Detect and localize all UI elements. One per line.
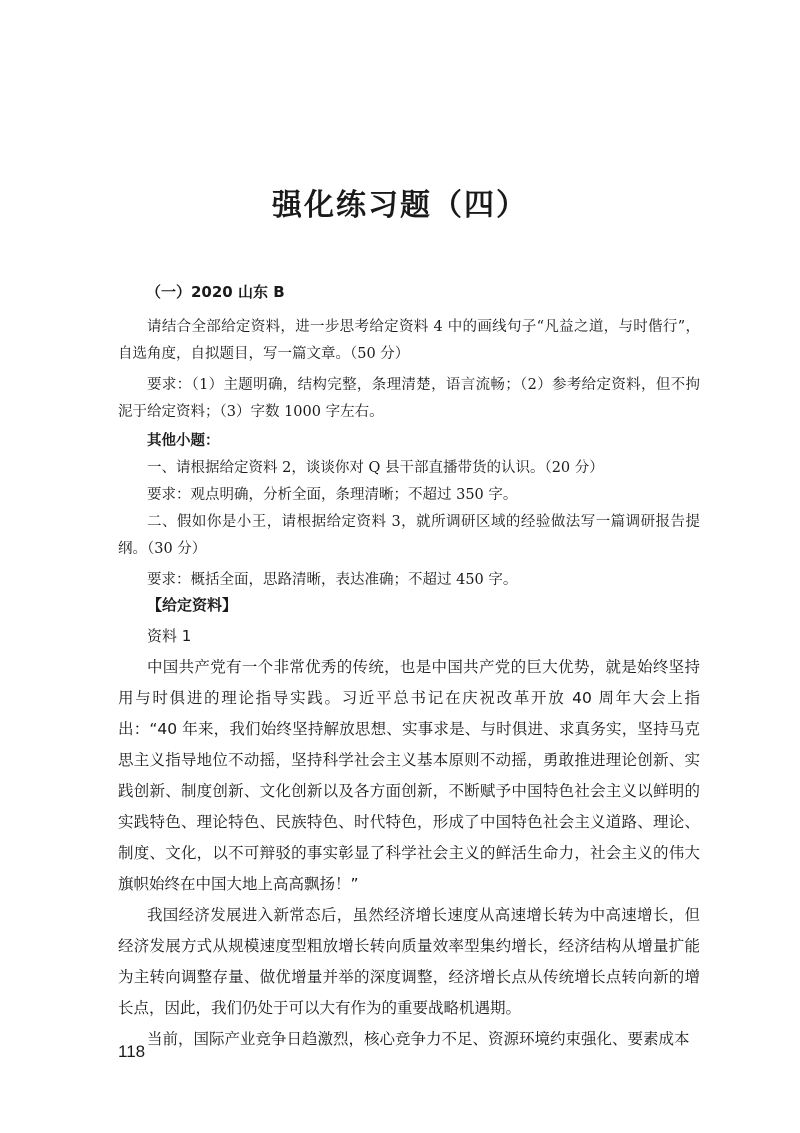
material-label: 资料 1	[147, 627, 192, 645]
main-question-requirement: 要求：（1）主题明确，结构完整，条理清楚，语言流畅；（2）参考给定资料，但不拘泥于给定资料；（3）字数 1000 字左右。	[118, 377, 700, 420]
main-question-prompt: 请结合全部给定资料，进一步思考给定资料 4 中的画线句子“凡益之道，与时偕行”，自选角度，自拟题目，写一篇文章。（50 分）	[118, 319, 700, 362]
main-question	[118, 314, 700, 426]
page-title: 强化练习题（四）	[272, 188, 528, 223]
material-paragraph: 当前，国际产业竞争日趋激烈，核心竞争力不足、资源环境约束强化、要素成本	[147, 1030, 690, 1048]
other-question-1: 一、请根据给定资料 2，谈谈你对 Q 县干部直播带货的认识。（20 分）	[147, 460, 604, 476]
material-paragraph: 中国共产党有一个非常优秀的传统，也是中国共产党的巨大优势，就是始终坚持用与时俱进的理论指导实践。习近平总书记在庆祝改革开放 40 周年大会上指出：“40 年来，我们始终坚持解放思想、实事求是、与时俱进、求真务实，坚持马克思主义指导地位不动摇，坚持科学社会主义基本原则不动摇，勇敢推进理论创新、实践创新、制度创新、文化创新以及各方面创新，不断赋予中国特色社会主义以鲜明的实践特色、理论特色、民族特色、时代特色，形成了中国特色社会主义道路、理论、制度、文化，以不可辩驳的事实彰显了科学社会主义的鲜活生命力，社会主义的伟大旗帜始终在中国大地上高高飘扬！”	[118, 658, 700, 893]
other-question-2-requirement: 要求：概括全面，思路清晰，表达准确；不超过 450 字。	[147, 572, 518, 588]
section-heading: （一）2020 山东 B	[146, 283, 285, 301]
other-questions	[118, 428, 700, 594]
other-question-1-requirement: 要求：观点明确，分析全面，条理清晰；不超过 350 字。	[147, 487, 518, 503]
material-paragraph: 我国经济发展进入新常态后，虽然经济增长速度从高速增长转为中高速增长，但经济发展方式从规模速度型粗放增长转向质量效率型集约增长，经济结构从增量扩能为主转向调整存量、做优增量并举的深度调整，经济增长点从传统增长点转向新的增长点，因此，我们仍处于可以大有作为的重要战略机遇期。	[118, 906, 700, 1017]
materials-heading: 【给定资料】	[147, 596, 238, 614]
given-materials	[118, 590, 700, 1055]
other-questions-heading: 其他小题：	[147, 433, 220, 449]
page-number: 118	[118, 1042, 146, 1061]
other-question-2: 二、假如你是小王，请根据给定资料 3，就所调研区域的经验做法写一篇调研报告提纲。（30 分）	[118, 514, 700, 557]
